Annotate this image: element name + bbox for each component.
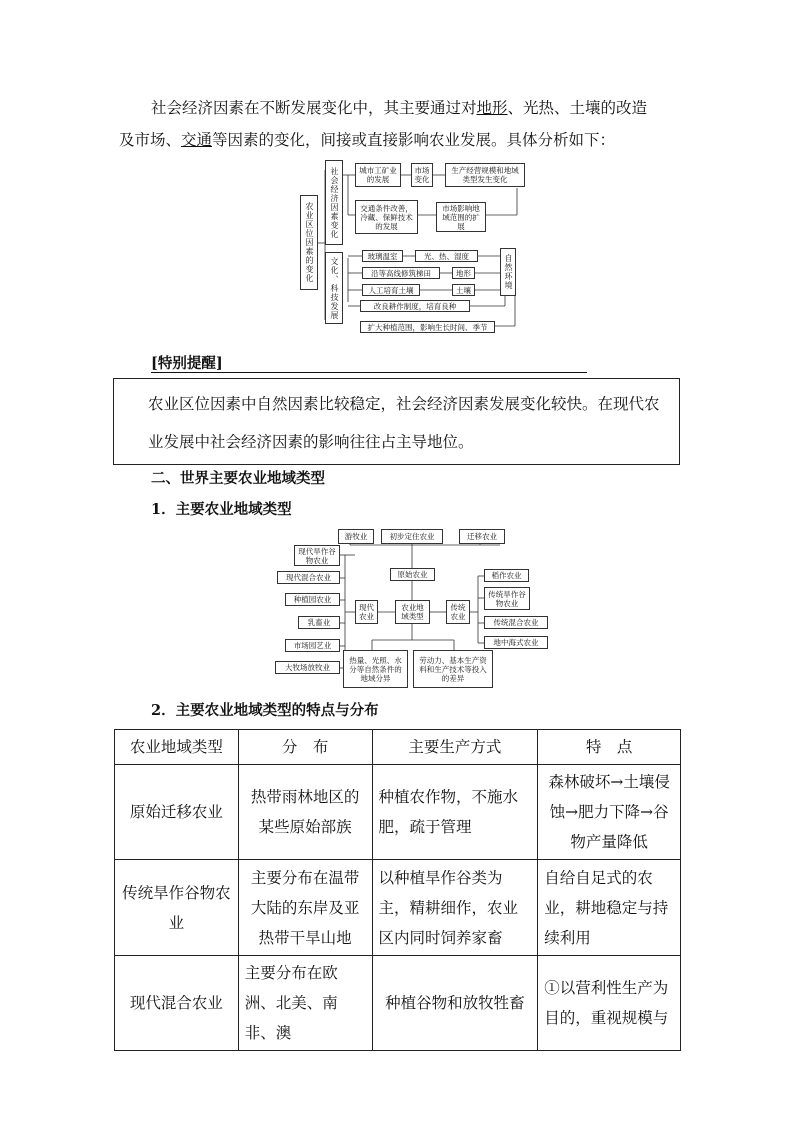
root-box: 农业区位因素的变化 bbox=[300, 195, 318, 290]
type-cell: 原始迁移农业 bbox=[115, 765, 239, 860]
intro-text: 、光热、土壤的改造 bbox=[507, 99, 648, 117]
agri-type-table bbox=[114, 729, 681, 1051]
intro-text: 及市场、 bbox=[119, 131, 182, 149]
table-header: 特 点 bbox=[538, 730, 681, 765]
feat-cell: 自给自足式的农业，耕地稳定与持续利用 bbox=[538, 860, 681, 956]
social-factor-box: 社会经济因素变化 bbox=[325, 160, 343, 245]
soil-box: 土壤 bbox=[452, 284, 475, 296]
table-header: 分 布 bbox=[238, 730, 372, 765]
mode-cell: 以种植旱作谷类为主，精耕细作，农业区内同时饲养家畜 bbox=[372, 860, 538, 956]
right-type-box: 稻作农业 bbox=[484, 569, 529, 582]
nature-box: 自然环境 bbox=[500, 248, 516, 296]
table-row bbox=[115, 765, 681, 860]
left-type-box: 种植园农业 bbox=[285, 593, 340, 606]
dist-cell: 热带雨林地区的某些原始部族 bbox=[238, 765, 372, 860]
primitive-box: 原始农业 bbox=[390, 568, 435, 581]
right-type-box: 传统混合农业 bbox=[484, 616, 548, 629]
transport-box: 交通条件改善，冷藏、保鲜技术的发展 bbox=[355, 200, 418, 234]
right-type-box: 传统旱作谷物农业 bbox=[484, 587, 530, 610]
underlined-term: 地形 bbox=[476, 99, 508, 117]
table-header: 农业地域类型 bbox=[115, 730, 239, 765]
intro-text: 等因素的变化，间接或直接影响农业发展。具体分析如下： bbox=[212, 131, 616, 149]
mode-cell: 种植农作物，不施水肥，疏于管理 bbox=[372, 765, 538, 860]
city-box: 城市工矿业的发展 bbox=[355, 163, 401, 187]
left-type-box: 市场园艺业 bbox=[285, 639, 340, 652]
cause-input-box: 劳动力、基本生产资料和生产技术等投入的差异 bbox=[413, 650, 493, 688]
left-type-box: 大牧场放牧业 bbox=[275, 661, 340, 674]
nomad-box: 游牧业 bbox=[338, 529, 374, 544]
table-row bbox=[115, 860, 681, 956]
left-type-box: 现代旱作谷物农业 bbox=[294, 545, 340, 566]
feat-cell: 森林破坏→土壤侵蚀→肥力下降→谷物产量降低 bbox=[538, 765, 681, 860]
cause-natural-box: 热量、光照、水分等自然条件的地域分异 bbox=[343, 650, 408, 688]
tip-heading-text: [特别提醒] bbox=[151, 355, 223, 372]
dist-cell: 主要分布在欧洲、北美、南非、澳 bbox=[238, 956, 372, 1051]
tech-factor-box: 文化、科技发展 bbox=[325, 252, 343, 324]
scale-box: 生产经营规模和地域类型发生变化 bbox=[445, 163, 525, 187]
traditional-box: 传统农业 bbox=[446, 600, 470, 624]
terrace-box: 沿等高线修筑梯田 bbox=[362, 267, 440, 279]
market-change-box: 市场变化 bbox=[411, 163, 433, 187]
feat-cell: ①以营利性生产为目的，重视规模与 bbox=[538, 956, 681, 1051]
table-header-row bbox=[115, 730, 681, 765]
light-box: 光、热、湿度 bbox=[415, 250, 478, 262]
intro-text: 社会经济因素在不断发展变化中，其主要通过对 bbox=[151, 99, 477, 117]
glass-box: 玻璃温室 bbox=[362, 250, 403, 262]
shifting-box: 迁移农业 bbox=[459, 529, 505, 544]
farming-box: 改良耕作制度，培育良种 bbox=[360, 300, 470, 312]
table-header: 主要生产方式 bbox=[372, 730, 538, 765]
section-2-title: 二、世界主要农业地域类型 bbox=[151, 470, 325, 487]
table-row bbox=[115, 956, 681, 1051]
type-cell: 传统旱作谷物农业 bbox=[115, 860, 239, 956]
right-type-box: 地中海式农业 bbox=[484, 636, 548, 649]
settled-box: 初步定住农业 bbox=[381, 529, 443, 544]
left-type-box: 现代混合农业 bbox=[277, 571, 340, 584]
soil-make-box: 人工培育土壤 bbox=[362, 284, 420, 296]
center-box: 农业地域类型 bbox=[395, 600, 430, 624]
terrain-box: 地形 bbox=[452, 267, 475, 279]
underlined-term: 交通 bbox=[181, 131, 213, 149]
tip-text: 农业区位因素中自然因素比较稳定，社会经济因素发展变化较快。在现代农业发展中社会经济因素的影响往往占主导地位。 bbox=[148, 395, 660, 451]
section-2-sub-2: 2．主要农业地域类型的特点与分布 bbox=[151, 702, 379, 719]
mode-cell: 种植谷物和放牧牲畜 bbox=[372, 956, 538, 1051]
expand-box: 扩大种植范围，影响生长时间、季节 bbox=[360, 321, 495, 333]
section-2-sub-1: 1．主要农业地域类型 bbox=[151, 501, 292, 518]
market-range-box: 市场影响地域范围的扩展 bbox=[436, 202, 486, 232]
modern-box: 现代农业 bbox=[355, 600, 378, 624]
left-type-box: 乳畜业 bbox=[298, 616, 340, 629]
type-cell: 现代混合农业 bbox=[115, 956, 239, 1051]
dist-cell: 主要分布在温带大陆的东岸及亚热带干旱山地 bbox=[238, 860, 372, 956]
